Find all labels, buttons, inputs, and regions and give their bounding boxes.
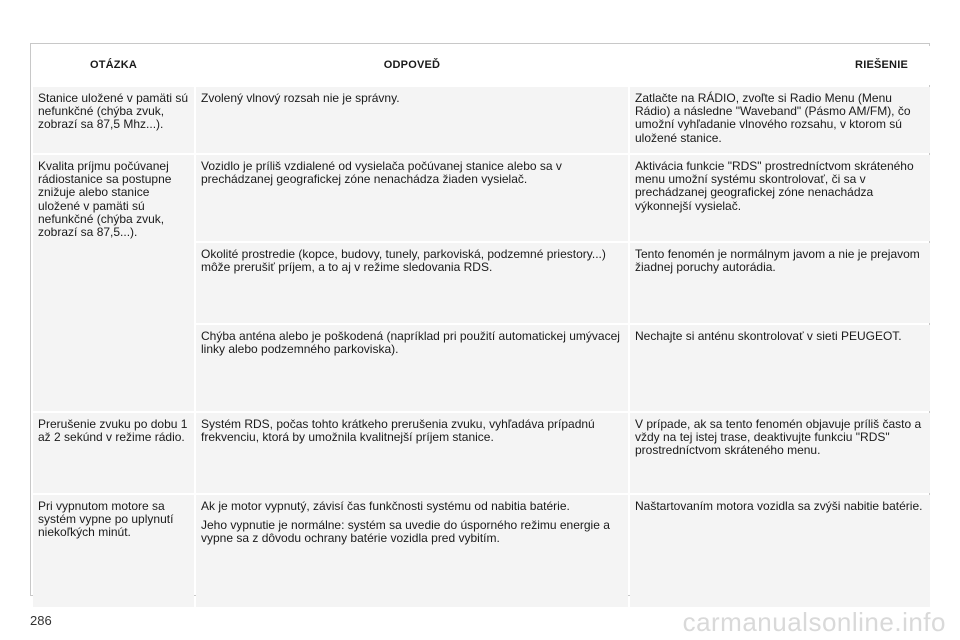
faq-grid [33,46,927,593]
page-number: 286 [30,613,52,628]
answer-text: Ak je motor vypnutý, závisí čas funkčnosti systému od nabitia batérie. [201,499,570,513]
question-cell: Pri vypnutom motore sa systém vypne po uplynutí niekoľkých minút. [33,495,194,607]
watermark: carmanualsonline.info [682,607,946,637]
answer-cell [196,325,628,411]
solution-cell: Tento fenomén je normálnym javom a nie je prejavom žiadnej poruchy autorádia. [630,243,930,323]
header-question: OTÁZKA [33,46,194,85]
answer-text: Zvolený vlnový rozsah nie je správny. [201,91,400,105]
answer-text: Systém RDS, počas tohto krátkeho prerušenia zvuku, vyhľadáva prípadnú frekvenciu, ktorá by umožnila kvalitnejší príjem stanice. [201,417,595,445]
solution-cell: Naštartovaním motora vozidla sa zvýši nabitie batérie. [630,495,930,607]
answer-cell [196,243,628,323]
question-cell: Prerušenie zvuku po dobu 1 až 2 sekúnd v režime rádio. [33,413,194,493]
faq-table [30,43,930,596]
answer-text: Okolité prostredie (kopce, budovy, tunely, parkoviská, podzemné priestory...) môže prerušiť príjem, a to aj v režime sledovania RDS. [201,247,606,275]
header-solution: RIEŠENIE [630,46,930,85]
answer-text: Jeho vypnutie je normálne: systém sa uvedie do úsporného režimu energie a vypne sa z dôvodu ochrany batérie vozidla pred vybitím. [201,518,610,546]
solution-cell: Nechajte si anténu skontrolovať v sieti PEUGEOT. [630,325,930,411]
answer-cell [196,155,628,241]
answer-cell [196,495,628,607]
solution-cell: Aktivácia funkcie "RDS" prostredníctvom skráteného menu umožní systému skontrolovať, či sa v prechádzanej geografickej zóne nenachádza výkonnejší vysielač. [630,155,930,241]
answer-text: Vozidlo je príliš vzdialené od vysielača počúvanej stanice alebo sa v prechádzanej geografickej zóne nenachádza žiaden vysielač. [201,159,562,187]
answer-cell [196,413,628,493]
solution-cell: V prípade, ak sa tento fenomén objavuje príliš často a vždy na tej istej trase, deaktivujte funkciu "RDS" prostredníctvom skráteného menu. [630,413,930,493]
answer-text: Chýba anténa alebo je poškodená (napríklad pri použití automatickej umývacej linky alebo podzemného parkoviska). [201,329,620,357]
solution-cell: Zatlačte na RÁDIO, zvoľte si Radio Menu (Menu Rádio) a následne "Waveband" (Pásmo AM/FM), čo umožní vyhľadanie vlnového rozsahu, v ktorom sú uložené stanice. [630,87,930,153]
answer-cell [196,87,628,153]
question-cell: Stanice uložené v pamäti sú nefunkčné (chýba zvuk, zobrazí sa 87,5 Mhz...). [33,87,194,153]
header-answer: ODPOVEĎ [196,46,628,85]
question-cell: Kvalita príjmu počúvanej rádiostanice sa postupne znižuje alebo stanice uložené v pamäti sú nefunkčné (chýba zvuk, zobrazí sa 87,5...). [33,155,194,411]
